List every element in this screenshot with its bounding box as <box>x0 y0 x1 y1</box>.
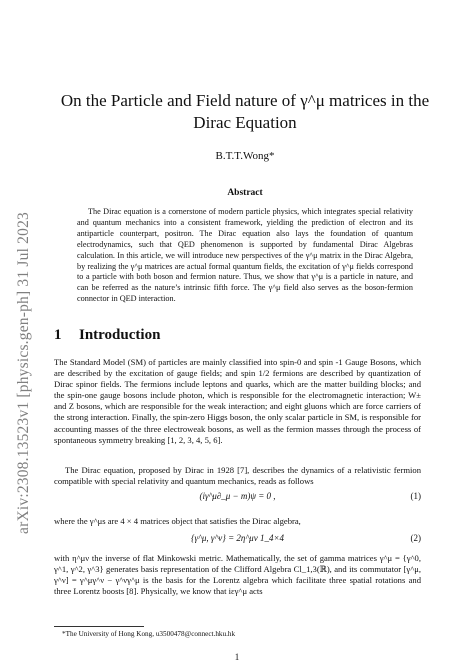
section-number: 1 <box>54 327 62 343</box>
arxiv-stamp: arXiv:2308.13523v1 [physics.gen-ph] 31 Jul 2023 <box>15 211 33 534</box>
abstract-heading: Abstract <box>227 188 263 198</box>
title-line-1: On the Particle and Field nature of γ^μ matrices in the <box>60 91 430 110</box>
footnote: *The University of Hong Kong, u3500478@connect.hku.hk <box>62 630 236 638</box>
paragraph-4: with η^μν the inverse of flat Minkowski metric. Mathematically, the set of gamma matrices γ^μ = {γ^0, γ^1, γ^2, γ^3} generates basis representation of the Clifford Algebra Cl_1,3(ℝ), and its commutator [γ^μ, γ^ν] = γ^μγ^ν − γ^νγ^μ is the basis for the Lorentz algebra which facilitate three spatial rotations and three Lorentz boosts [8]. Physically, we know that iεγ^μ acts <box>54 553 421 597</box>
section-title: Introduction <box>79 327 161 343</box>
section-heading <box>54 327 160 344</box>
paper-title <box>55 90 435 134</box>
footnote-rule <box>54 626 144 627</box>
paragraph-2: The Dirac equation, proposed by Dirac in 1928 [7], describes the dynamics of a relativistic fermion compatible with special relativity and quantum mechanics, reads as follows <box>54 465 421 487</box>
abstract-text: The Dirac equation is a cornerstone of modern particle physics, which integrates special relativity and quantum mechanics into a consistent framework, yielding the prediction of electron and its antiparticle counterpart, positron. The Dirac equation also lays the foundation of quantum electrodynamics, such that QED phenomenon is supported by fundamental Dirac Algebras calculation. In this article, we will introduce new perspectives of the γ^μ matrix in the Dirac Algebra, by realizing the γ^μ matrices are actual formal quantum fields, the excitation of γ^μ fields correspond to a particle with both boson and fermion nature. Thus, we show that γ^μ is a particle in nature, and can be referred as the nature’s intrinsic fifth force. The γ^μ field also serves as the boson-fermion connector in QED interaction. <box>77 207 413 304</box>
title-line-2: Dirac Equation <box>193 113 297 132</box>
paragraph-3: where the γ^μs are 4 × 4 matrices object that satisfies the Dirac algebra, <box>54 516 301 526</box>
page-number: 1 <box>234 652 240 662</box>
author: B.T.T.Wong* <box>215 150 275 162</box>
equation-2-body: {γ^μ, γ^ν} = 2η^μν 1_4×4 <box>190 533 285 543</box>
equation-1-number: (1) <box>410 491 421 501</box>
equation-1-body: (iγ^μ∂_μ − m)ψ = 0 , <box>199 491 276 501</box>
paragraph-1: The Standard Model (SM) of particles are mainly classified into spin-0 and spin -1 Gauge Bosons, which are described by the excitation of gauge fields; and spin 1/2 fermions are described by quantization of Dirac spinor fields. The fermions include leptons and quarks, which are the matter building blocks; and the spin-one gauge bosons include photon, which is responsible for the electromagnetic interaction; W± and Z bosons, which are responsible for the weak interaction; and eight gluons which are force carriers of the strong interaction. Finally, the spin-zero Higgs boson, the only scalar particle in SM, is responsible for accounting masses of the three electroweak bosons, as well as the fermion masses through the process of spontaneous symmetry breaking [1, 2, 3, 4, 5, 6]. <box>54 357 421 445</box>
equation-2-number: (2) <box>410 533 421 543</box>
